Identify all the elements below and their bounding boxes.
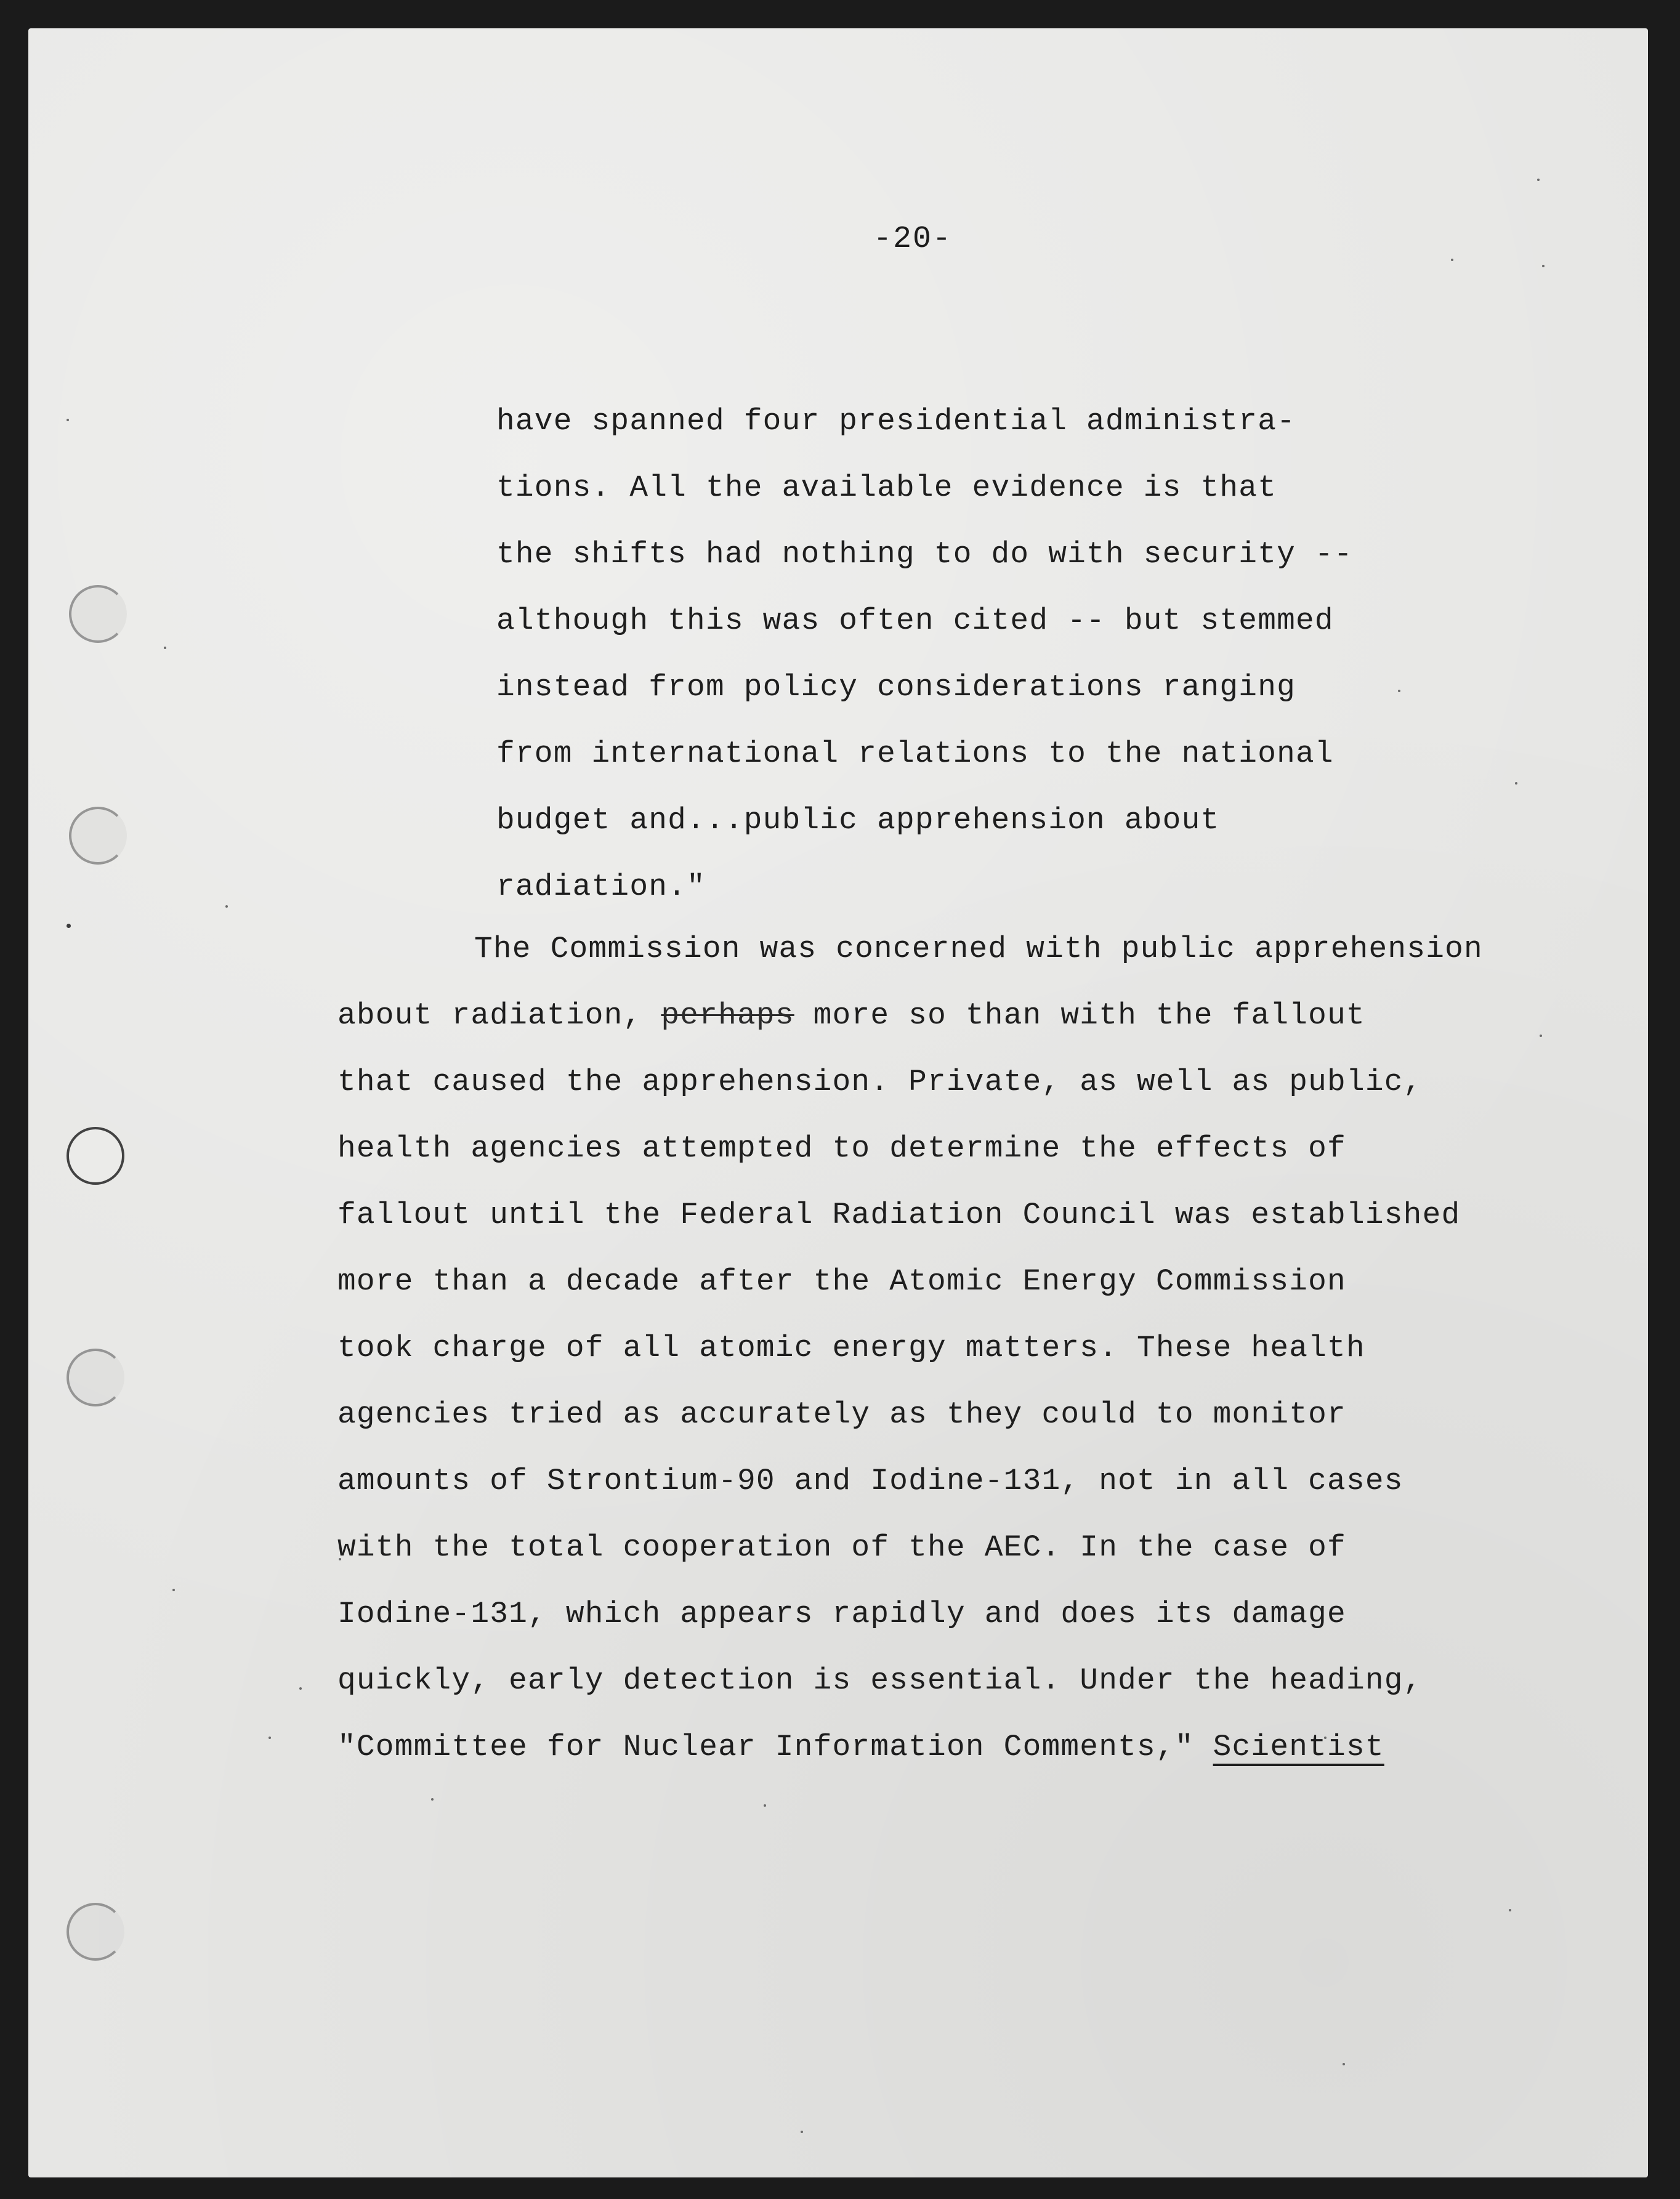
body-line xyxy=(337,982,1569,1049)
speck xyxy=(67,419,69,421)
quote-line: have spanned four presidential administra- xyxy=(496,404,1296,438)
speck xyxy=(225,905,228,908)
speck xyxy=(801,2131,803,2133)
block-quote xyxy=(496,388,1543,920)
quote-line: the shifts had nothing to do with security -- xyxy=(496,537,1353,571)
body-line: amounts of Strontium-90 and Iodine-131, not in all cases xyxy=(337,1464,1403,1498)
body-text: about radiation, xyxy=(337,998,642,1033)
speck xyxy=(269,1737,271,1739)
speck xyxy=(1509,1909,1511,1911)
punch-hole xyxy=(67,1127,124,1185)
quote-line: radiation." xyxy=(496,870,706,904)
body-line: Iodine-131, which appears rapidly and does its damage xyxy=(337,1597,1346,1631)
body-line: The Commission was concerned with public apprehension xyxy=(474,932,1483,966)
body-line: more than a decade after the Atomic Energy Commission xyxy=(337,1264,1346,1299)
body-line: with the total cooperation of the AEC. In the case of xyxy=(337,1530,1346,1565)
body-paragraph xyxy=(337,916,1569,1780)
speck xyxy=(431,1798,434,1801)
speck xyxy=(299,1687,302,1690)
speck xyxy=(1343,2063,1345,2065)
body-text: "Committee for Nuclear Information Comments," xyxy=(337,1730,1194,1764)
body-line: took charge of all atomic energy matters. These health xyxy=(337,1331,1365,1365)
quote-line: budget and...public apprehension about xyxy=(496,803,1220,837)
punch-hole xyxy=(69,585,127,643)
speck xyxy=(164,647,166,649)
struck-word: perhaps xyxy=(661,998,794,1033)
body-line: health agencies attempted to determine the effects of xyxy=(337,1131,1346,1166)
quote-line: although this was often cited -- but stemmed xyxy=(496,603,1334,638)
body-line: fallout until the Federal Radiation Council was established xyxy=(337,1198,1461,1232)
body-line: that caused the apprehension. Private, as well as public, xyxy=(337,1065,1423,1099)
speck xyxy=(1542,265,1545,267)
speck xyxy=(1537,179,1540,181)
page-number: -20- xyxy=(873,222,953,257)
punch-hole xyxy=(67,1349,124,1406)
underlined-title: Scientist xyxy=(1213,1730,1384,1764)
punch-hole xyxy=(69,807,127,865)
body-line: agencies tried as accurately as they could to monitor xyxy=(337,1397,1346,1432)
quote-line: from international relations to the national xyxy=(496,736,1334,771)
speck xyxy=(764,1804,766,1807)
punch-hole xyxy=(67,1903,124,1961)
body-text: more so than with the fallout xyxy=(813,998,1365,1033)
body-line: quickly, early detection is essential. Under the heading, xyxy=(337,1663,1423,1698)
body-line xyxy=(337,1714,1569,1780)
quote-line: tions. All the available evidence is that xyxy=(496,470,1277,505)
quote-line: instead from policy considerations ranging xyxy=(496,670,1296,704)
speck xyxy=(67,924,71,928)
speck xyxy=(1451,259,1453,261)
speck xyxy=(172,1589,175,1591)
